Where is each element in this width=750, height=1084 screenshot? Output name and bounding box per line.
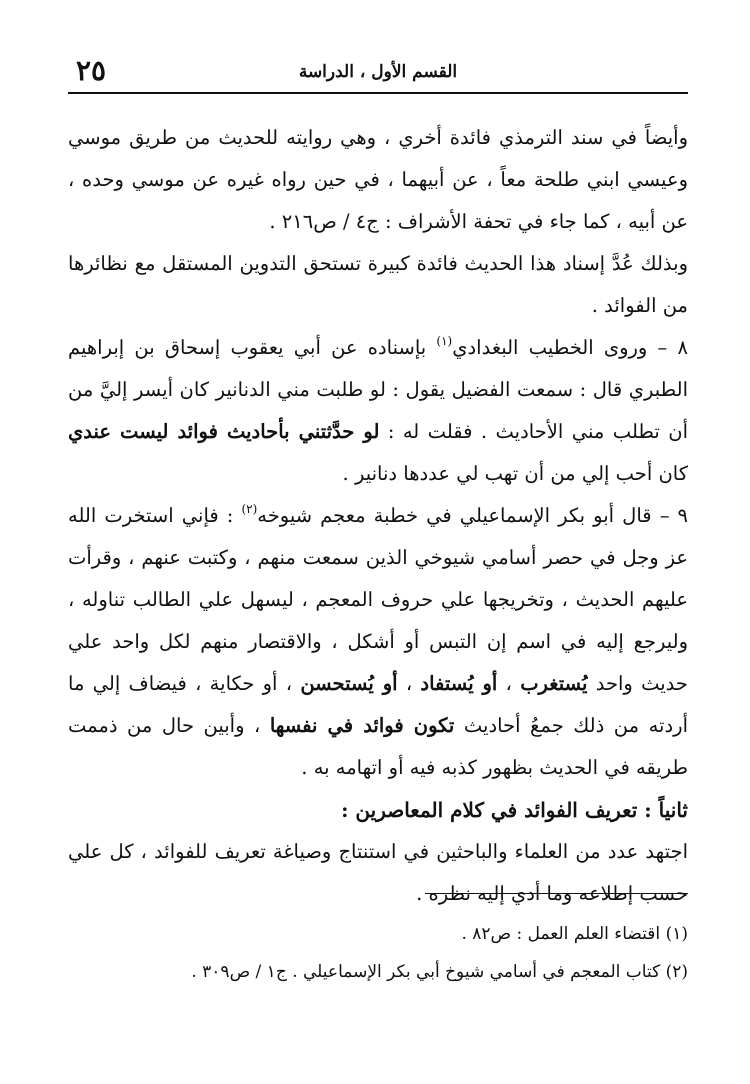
main-text	[68, 117, 688, 915]
footnote-rule	[425, 893, 688, 894]
footnotes	[68, 915, 688, 991]
running-title: القسم الأول ، الدراسة	[298, 62, 458, 82]
footnote-2	[68, 953, 688, 991]
paragraph-3-part1: وروى الخطيب البغدادي	[452, 336, 648, 359]
header-rule	[68, 92, 688, 94]
paragraph-4-part1: قال أبو بكر الإسماعيلي في خطبة معجم شيوخه	[257, 504, 652, 527]
page-number: ٢٥	[76, 54, 107, 87]
section-heading: ثانياً : تعريف الفوائد في كلام المعاصرين :	[341, 798, 688, 822]
paragraph-3-part3: كان أحب إلي من أن تهب لي عددها دنانير .	[342, 462, 688, 485]
footnote-1-mark: (١)	[665, 924, 688, 944]
footnote-1	[68, 915, 688, 953]
paragraph-1-text: وأيضاً في سند الترمذي فائدة أخري ، وهي روايته للحديث من طريق موسي وعيسي ابني طلحة معاً ، عن أبيهما ، في حين رواه غيره عن موسي وحده ، عن أبيه ، كما جاء في تحفة الأشراف : ج٤ / ص٢١٦ .	[68, 126, 688, 233]
paragraph-4-part4: ،	[397, 672, 421, 695]
footnote-2-text: كتاب المعجم في أسامي شيوخ أبي بكر الإسماعيلي . ج١ / ص٣٠٩ .	[191, 962, 661, 982]
paragraph-4	[68, 495, 688, 789]
paragraph-4-part6: ، وأبين حال من ذممت طريقه في الحديث بظهور كذبه فيه أو اتهامه به .	[68, 714, 688, 779]
paragraph-4-part5: ، أو حكاية ، فيضاف إلي ما أردته من ذلك جمعُ أحاديث	[68, 672, 689, 737]
paragraph-3-bold: لو حدَّثتني بأحاديث فوائد ليست عندي	[68, 420, 380, 443]
paragraph-4-bold-4: تكون فوائد في نفسها	[269, 714, 455, 737]
paragraph-4-bold-1: يُستغرب	[520, 672, 588, 695]
footnote-ref-2: (٢)	[241, 502, 258, 516]
paragraph-4-bold-2: أو يُستفاد	[420, 672, 498, 695]
footnote-ref-1: (١)	[436, 334, 453, 348]
paragraph-3	[68, 327, 688, 495]
paragraph-5	[68, 831, 688, 915]
paragraph-1	[68, 117, 688, 243]
item-number-9: ٩ –	[651, 504, 689, 527]
paragraph-3-part2: بإسناده عن أبي يعقوب إسحاق بن إبراهيم الطبري قال : سمعت الفضيل يقول : لو طلبت مني الدنانير كان أيسر إليَّ من أن تطلب مني الأحاديث . فقلت له :	[68, 336, 688, 443]
paragraph-2	[68, 243, 688, 327]
paragraph-4-part3: ،	[497, 672, 521, 695]
paragraph-5-text: اجتهد عدد من العلماء والباحثين في استنتاج وصياغة تعريف للفوائد ، كل علي حسب إطلاعه وما أدي إليه نظره .	[68, 840, 688, 905]
page-header	[68, 54, 688, 90]
paragraph-2-text: وبذلك عُدَّ إسناد هذا الحديث فائدة كبيرة تستحق التدوين المستقل مع نظائرها من الفوائد .	[68, 252, 688, 317]
footnote-1-text: اقتضاء العلم العمل : ص٨٢ .	[461, 924, 661, 944]
paragraph-4-part2: : فإني استخرت الله عز وجل في حصر أسامي شيوخي الذين سمعت منهم ، وكتبت عنهم ، وقرأت عليهم الحديث ، وتخريجها علي حروف المعجم ، ليسهل علي الطالب تناوله ، وليرجع إليه في اسم إن التبس أو أشكل ، والاقتصار منهم لكل واحد علي حديث واحد	[68, 504, 688, 695]
footnote-2-mark: (٢)	[665, 962, 688, 982]
paragraph-4-bold-3: أو يُستحسن	[300, 672, 398, 695]
item-number-8: ٨ –	[647, 336, 688, 359]
